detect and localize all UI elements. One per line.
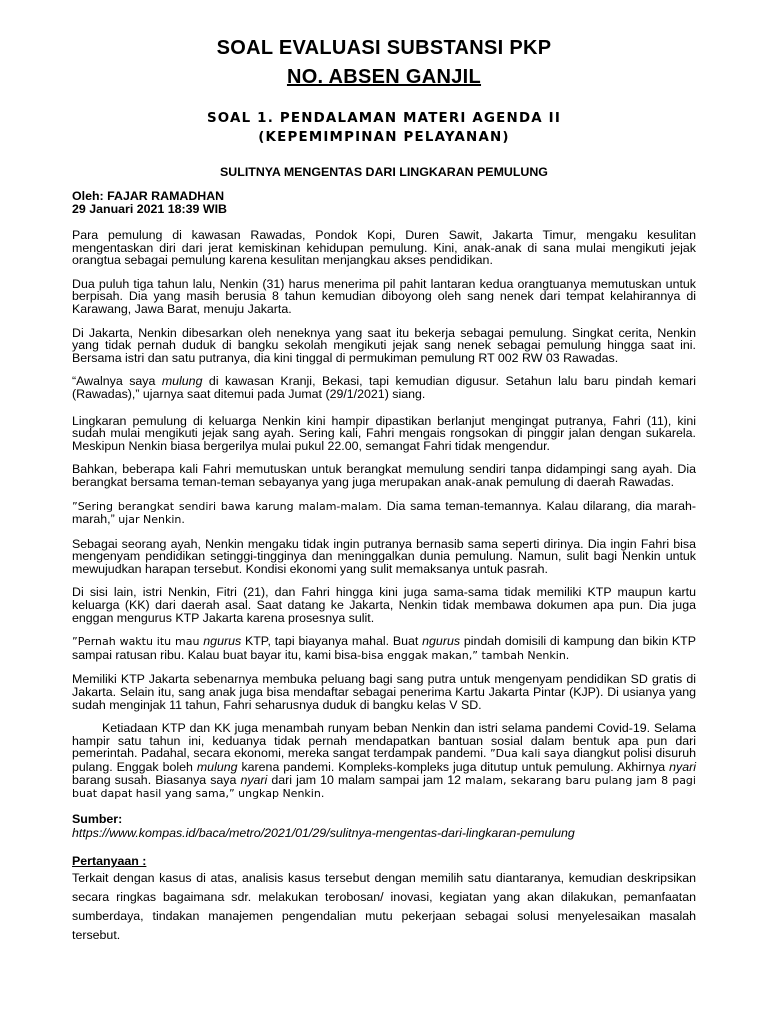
article-date: 29 Januari 2021 18:39 WIB [72,202,227,216]
article-paragraph-3: Di Jakarta, Nenkin dibesarkan oleh neneknya yang saat itu bekerja sebagai pemulung. Singkat cerita, Nenkin yang tidak pernah duduk di bangku sekolah mengikuti jejak sang nenek sebagai pemulung hingga saat ini. Bersama istri dan satu putranya, dia kini tinggal di permukiman pemulung RT 002 RW 03 Rawadas. [72,325,696,365]
article-paragraph-6: Sebagai seorang ayah, Nenkin mengaku tidak ingin putranya bernasib sama seperti dirinya. Dia ingin Fahri bisa mengenyam pendidikan setinggi-tingginya dan meninggalkan dunia pemulung. Namun, sulit bagi Nenkin untuk mewujudkan harapan tersebut. Kondisi ekonomi yang sulit memaksanya untuk pasrah. [72,536,696,576]
soal-heading-line2: (KEPEMIMPINAN PELAYANAN) [258,130,510,145]
article-byline [72,190,696,216]
article-title: SULITNYA MENGENTAS DARI LINGKARAN PEMULUNG [220,165,548,179]
article-quote-1: “Awalnya saya mulung di kawasan Kranji, Bekasi, tapi kemudian digusur. Setahun lalu baru pindah kemari (Rawadas),” ujarnya saat ditemui pada Jumat (29/1/2021) siang. [72,374,696,401]
article-quote-2: ”Sering berangkat sendiri bawa karung malam-malam. Dia sama teman-temannya. Kalau dilarang, dia marah-marah,” ujar Nenkin. [72,498,696,527]
source-url: https://www.kompas.id/baca/metro/2021/01/29/sulitnya-mengentas-dari-lingkaran-pemulung [72,825,575,840]
article-paragraph-9: Ketiadaan KTP dan KK juga menambah runyam beban Nenkin dan istri selama pandemi Covid-19. Selama hampir satu tahun ini, keduanya tidak pernah mendapatkan bantuan sosial dalam bentuk apa pun dari pemerintah. Padahal, secara ekonomi, mereka sangat terdampak pandemi. ”Dua kali saya diangkut polisi disuruh pulang. Enggak boleh mulung karena pandemi. Kompleks-kompleks juga ditutup untuk pemulung. Akhirnya nyari barang susah. Biasanya saya nyari dari jam 10 malam sampai jam 12 malam, sekarang baru pulang jam 8 pagi buat dapat hasil yang sama,” ungkap Nenkin. [72,721,696,801]
article-paragraph-1: Para pemulung di kawasan Rawadas, Pondok Kopi, Duren Sawit, Jakarta Timur, mengaku kesulitan mengentaskan diri dari jerat kemiskinan kehidupan pemulung. Kini, anak-anak di sana mulai mengikuti jejak orangtua sebagai pemulung karena kesulitan menjangkau akses pendidikan. [72,228,696,268]
article-paragraph-8: Memiliki KTP Jakarta sebenarnya membuka peluang bagi sang putra untuk mengenyam pendidikan SD gratis di Jakarta. Selain itu, sang anak juga bisa mendaftar sebagai penerima Kartu Jakarta Pintar (KJP). Di usianya yang sudah menginjak 11 tahun, Fahri seharusnya duduk di bangku kelas V SD. [72,672,696,712]
article-paragraph-2: Dua puluh tiga tahun lalu, Nenkin (31) harus menerima pil pahit lantaran kedua orangtuanya memutuskan untuk berpisah. Dia yang masih berusia 8 tahun kemudian diboyong oleh sang nenek dari tempat kelahirannya di Karawang, Jawa Barat, menuju Jakarta. [72,276,696,316]
source-label: Sumber: [72,811,123,826]
question-label: Pertanyaan : [72,853,147,868]
article-paragraph-5: Bahkan, beberapa kali Fahri memutuskan untuk berangkat memulung sendiri tanpa didampingi sang ayah. Dia berangkat bersama teman-teman sebayanya yang juga merupakan anak-anak pemulung di daerah Rawadas. [72,462,696,489]
soal-heading [72,109,696,147]
article-author: Oleh: FAJAR RAMADHAN [72,189,225,203]
document-title: SOAL EVALUASI SUBSTANSI PKP [216,37,552,59]
article-paragraph-7: Di sisi lain, istri Nenkin, Fitri (21), dan Fahri hingga kini juga sama-sama tidak memiliki KTP maupun kartu keluarga (KK) dari daerah asal. Saat datang ke Jakarta, Nenkin tidak membawa dokumen apa pun. Dia juga enggan mengurus KTP Jakarta karena prosesnya sulit. [72,585,696,625]
article-quote-3: ”Pernah waktu itu mau ngurus KTP, tapi biayanya mahal. Buat ngurus pindah domisili di kampung dan bikin KTP sampai ratusan ribu. Kalau buat bayar itu, kami bisa-bisa enggak makan,” tambah Nenkin. [72,634,696,662]
soal-heading-line1: SOAL 1. PENDALAMAN MATERI AGENDA II [206,111,562,126]
question-text: Terkait dengan kasus di atas, analisis kasus tersebut dengan memilih satu diantaranya, kemudian deskripsikan secara ringkas bagaimana sdr. melakukan terobosan/ inovasi, kegiatan yang akan dilakukan, pemanfaatan sumberdaya, tindakan manajemen pengendalian mutu pekerjaan sebagai solusi menyelesaikan masalah tersebut. [72,870,696,942]
document-subtitle: NO. ABSEN GANJIL [286,66,482,88]
article-paragraph-4: Lingkaran pemulung di keluarga Nenkin kini hampir dipastikan berlanjut mengingat putranya, Fahri (11), kini sudah mulai mengikuti jejak sang ayah. Sering kali, Fahri mengais rongsokan di pinggir jalan dengan sukarela. Meskipun Nenkin biasa bergerilya mulai pukul 22.00, semangat Fahri tidak mengendur. [72,413,696,453]
